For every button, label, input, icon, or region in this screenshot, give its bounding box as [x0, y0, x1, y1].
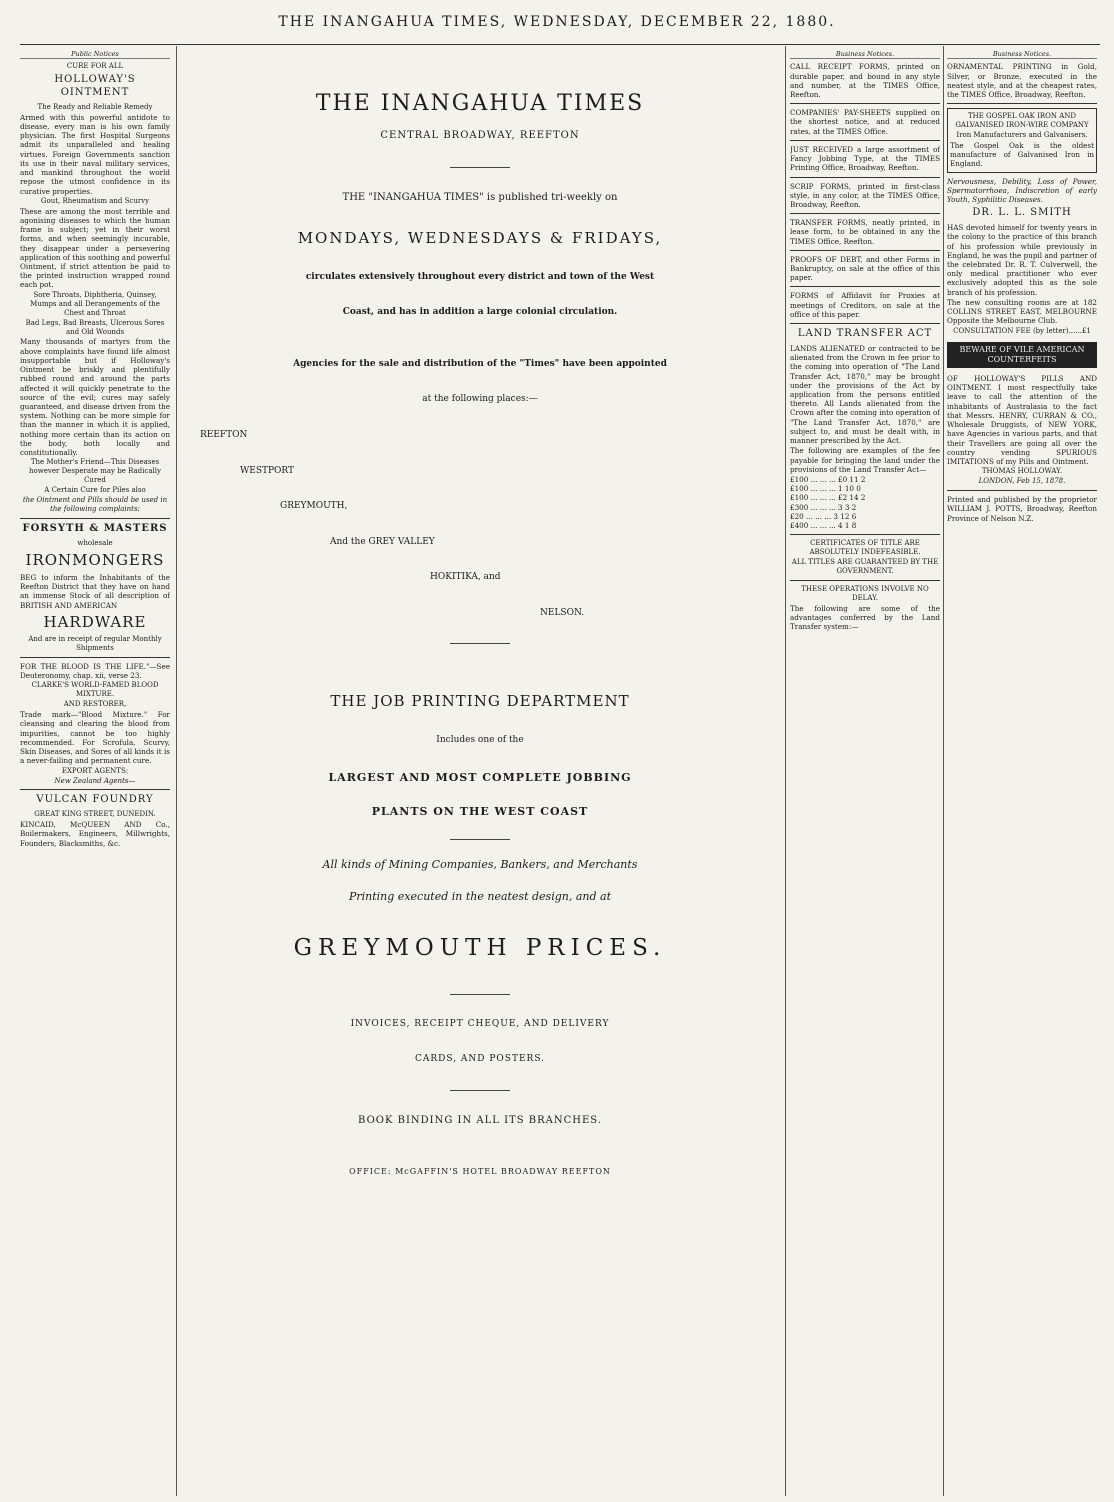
fee-row: £20 ... ... ... 3 12 6 [790, 511, 857, 521]
column-rule [943, 46, 944, 1496]
beware-banner: BEWARE OF VILE AMERICAN COUNTERFEITS [947, 342, 1097, 368]
column-header: Business Notices. [947, 50, 1097, 59]
column-business-notices-2 [947, 50, 1097, 1492]
signed-date: LONDON, Feb 15, 1878. [978, 477, 1066, 486]
clarke-subtitle: AND RESTORER, [63, 700, 127, 709]
dr-smith-title: DR. L. L. SMITH [972, 207, 1072, 219]
forsyth-title: FORSYTH & MASTERS [22, 523, 168, 535]
fee-row: £100 ... ... ... £0 11 2 [790, 474, 866, 484]
place-item: REEFTON [200, 430, 248, 440]
fees-text: The following are examples of the fee payable for bringing the land under the provisions of the Land Transfer Act— [790, 446, 940, 474]
gout-heading: Gout, Rheumatism and Scurvy [40, 196, 150, 205]
holloway-heading: CURE FOR ALL [66, 62, 124, 71]
paper-address: CENTRAL BROADWAY, REEFTON [380, 130, 580, 142]
greymouth-prices: GREYMOUTH PRICES. [293, 935, 667, 962]
dr-smith-text: HAS devoted himself for twenty years in the colony to the practice of this branch of his profession while previously in England, he was the pupil and partner of the celebrated Dr. R. T. Culverwell, the only medical practitioner who ever exclusively adopted this as the sole branch of his profession. [947, 223, 1097, 297]
mothers-heading: The Mother's Friend—This Diseases however Desperate may be Radically Cured [29, 458, 161, 485]
ad-item: FORMS of Affidavit for Proxies at meetings of Creditors, on sale at the office of this paper. [790, 291, 940, 319]
holloway-text: Armed with this powerful antidote to disease, every man is his own family physician. The first Hospital Surgeons admit its unparalleled and healing virtues. Foreign Governments sanction its use in their naval military services, and mankind throughout the world repose the utmost confidence in its curative properties. [20, 112, 170, 196]
printing-text: Printing executed in the neatest design, and at [348, 890, 611, 904]
ad-item: JUST RECEIVED a large assortment of Fancy Jobbing Type, at the TIMES Printing Office, Broadway, Reefton. [790, 144, 940, 173]
job-printing-title: THE JOB PRINTING DEPARTMENT [330, 692, 630, 711]
nz-agents-heading: New Zealand Agents— [54, 776, 136, 785]
place-item: And the GREY VALLEY [330, 536, 435, 547]
hardware-subtitle: And are in receipt of regular Monthly Shipments [28, 635, 162, 652]
gout-text: These are among the most terrible and agonising diseases to which the human frame is subject; yet in their worst forms, and when seemingly incurable, they disappear under a persevering application of this soothing and powerful Ointment, if strict attention be paid to the printed instruction wrapped round each pot. [20, 206, 170, 290]
column-newspaper-ad [180, 50, 780, 1492]
place-item: WESTPORT [240, 465, 295, 476]
kincaid-text: KINCAID, McQUEEN AND Co., Boilermakers, Engineers, Millwrights, Founders, Blacksmiths, &c. [20, 820, 170, 848]
all-kinds-text: All kinds of Mining Companies, Bankers, and Merchants [322, 857, 638, 871]
consult-text: The new consulting rooms are at 182 COLLINS STREET EAST, MELBOURNE Opposite the Melbourne Club. [947, 297, 1097, 326]
vulcan-title: VULCAN FOUNDRY [36, 794, 154, 806]
hardware-heading: HARDWARE [43, 612, 147, 631]
guaranteed-title: ALL TITLES ARE GUARANTEED BY THE GOVERNMENT. [791, 558, 939, 576]
piles-heading: A Certain Cure for Piles also [44, 486, 146, 495]
ad-item: COMPANIES' PAY-SHEETS supplied on the shortest notice, and at reduced rates, at the TIMES Office. [790, 108, 940, 136]
invoices-text: INVOICES, RECEIPT CHEQUE, AND DELIVERY [350, 1018, 610, 1029]
includes-text: Includes one of the [436, 735, 524, 746]
holloway-title: HOLLOWAY'S OINTMENT [54, 74, 136, 99]
holloway-pills-text: OF HOLLOWAY'S PILLS AND OINTMENT. I most respectfully take leave to call the attention of the inhabitants of Australasia to the fact that Messrs. HENRY, CURRAN & CO., Wholesale Druggists, of NEW YORK, have Agencies in various parts, and that their Travellers are going all over the country vending SPURIOUS IMITATIONS of my Pills and Ointment. [947, 373, 1097, 466]
column-business-notices [790, 50, 940, 1492]
land-transfer-text: LANDS ALIENATED or contracted to be alienated from the Crown in fee prior to the coming into operation of "The Land Transfer Act, 1870," may be brought under the provisions of the Act by application from the persons entitled thereto. All Lands alienated from the Crown after the coming into operation of "The Land Transfer Act, 1870," are subject to, and must be dealt with, in manner prescribed by the Act. [790, 343, 940, 446]
column-rule [785, 46, 786, 1496]
bad-legs-text: Many thousands of martyrs from the above complaints have found life almost insupportable but if Holloway's Ointment be briskly and plentifully rubbed round and around the parts affected it will quickly penetrate to the source of the evil; cures may safely guaranteed, and disease driven from the system. Nothing can be more simple for than the manner in which it is applied, nothing more certain than its action on the body, both locally and constitutionally. [20, 337, 170, 458]
ad-item: CALL RECEIPT FORMS, printed on durable paper, and bound in any style and number, at the TIMES Office, Reefton. [790, 62, 940, 99]
column-rule [176, 46, 177, 1496]
top-rule [20, 44, 1100, 45]
holloway-subtitle: The Ready and Reliable Remedy [37, 102, 153, 111]
forsyth-subtitle: wholesale [77, 538, 113, 547]
export-heading: EXPORT AGENTS: [61, 766, 129, 775]
ornamental-text: ORNAMENTAL PRINTING in Gold, Silver, or Bronze, executed in the neatest style, and at the cheapest rates, the TIMES Office, Broadway, Reefton. [947, 62, 1097, 99]
fee-row: £100 ... ... ... £2 14 2 [790, 493, 866, 503]
gospel-oak-ad [947, 108, 1097, 173]
ironmongers-heading: IRONMONGERS [25, 550, 165, 569]
cards-text: CARDS, AND POSTERS. [414, 1054, 546, 1065]
place-item: GREYMOUTH, [280, 501, 348, 512]
blood-text: FOR THE BLOOD IS THE LIFE."—See Deuteronomy, chap. xii, verse 23. [20, 661, 170, 681]
operations-title: THESE OPERATIONS INVOLVE NO DELAY. [801, 585, 929, 603]
fee-row: £300 ... ... ... 3 3 2 [790, 502, 857, 512]
plants-text: PLANTS ON THE WEST COAST [371, 804, 589, 818]
ad-item: TRANSFER FORMS, neatly printed, in lease form, to be obtained in any the TIMES Office, Reefton. [790, 218, 940, 246]
coast-text: Coast, and has in addition a large colonial circulation. [342, 307, 618, 318]
complaints-heading: the Ointment and Pills should be used in the following complaints: [22, 496, 168, 514]
paper-title: THE INANGAHUA TIMES [315, 91, 645, 116]
clarke-text: Trade mark—"Blood Mixture." For cleansing and clearing the blood from impurities, cannot be too highly recommended. For Scrofula, Scurvy, Skin Diseases, and Sores of all kinds it is a never-failing and permanent cure. [20, 710, 170, 766]
ad-item: PROOFS OF DEBT, and other Forms in Bankruptcy, on sale at the office of this paper. [790, 254, 940, 283]
signed-name: THOMAS HOLLOWAY. [981, 467, 1063, 476]
clarke-title: CLARKE'S WORLD-FAMED BLOOD MIXTURE. [31, 681, 159, 699]
gospel-text: The Gospel Oak is the oldest manufacture of Galvanised Iron in England. [950, 141, 1094, 169]
places-list [180, 430, 780, 619]
fee-row: £100 ... ... ... 1 10 0 [790, 484, 861, 494]
vulcan-subtitle: GREAT KING STREET, DUNEDIN. [34, 810, 156, 819]
forsyth-text: BEG to inform the Inhabitants of the Reefton District that they have on hand an immense Stock of all description of BRITISH AND AMERICAN [20, 572, 170, 610]
masthead: THE INANGAHUA TIMES, WEDNESDAY, DECEMBER 22, 1880. [278, 14, 836, 30]
agencies-text: Agencies for the sale and distribution of the "Times" have been appointed [293, 358, 667, 369]
gospel-subtitle: Iron Manufacturers and Galvanisers. [956, 131, 1088, 140]
fee-row: £400 ... ... ... 4 1 8 [790, 521, 857, 531]
largest-text: LARGEST AND MOST COMPLETE JOBBING [328, 770, 632, 784]
column-header: Public Notices [20, 50, 170, 59]
office-text: OFFICE: McGAFFIN'S HOTEL BROADWAY REEFTON [349, 1167, 611, 1177]
publish-days: MONDAYS, WEDNESDAYS & FRIDAYS, [297, 228, 663, 247]
place-item: NELSON. [540, 607, 585, 618]
ad-item: SCRIP FORMS, printed in first-class style, in any color, at the TIMES Office, Broadway, Reefton. [790, 181, 940, 209]
place-item: HOKITIKA, and [430, 572, 501, 583]
column-header: Business Notices. [790, 50, 940, 59]
bad-legs-heading: Bad Legs, Bad Breasts, Ulcerous Sores and Old Wounds [25, 318, 165, 336]
certificates-title: CERTIFICATES OF TITLE ARE ABSOLUTELY INDEFEASIBLE. [809, 539, 921, 557]
consultation-fee: CONSULTATION FEE (by letter)......£1 [953, 326, 1091, 335]
gospel-title: THE GOSPEL OAK IRON AND GALVANISED IRON-WIRE COMPANY [955, 112, 1089, 130]
column-public-notices [20, 50, 170, 1492]
land-transfer-title: LAND TRANSFER ACT [797, 328, 933, 340]
book-binding-text: BOOK BINDING IN ALL ITS BRANCHES. [358, 1114, 602, 1126]
operations-text: The following are some of the advantages conferred by the Land Transfer system:— [790, 604, 940, 632]
printer-imprint: Printed and published by the proprietor WILLIAM J. POTTS, Broadway, Reefton Province of Nelson N.Z. [947, 495, 1097, 523]
published-text: THE "INANGAHUA TIMES" is published tri-weekly on [342, 191, 618, 203]
nervous-text: Nervousness, Debility, Loss of Power, Spermatorrhoea, Indiscretion of early Youth, Syphilitic Diseases. [947, 176, 1097, 205]
sore-throat-heading: Sore Throats, Diphtheria, Quinsey, Mumps and all Derangements of the Chest and Throat [30, 290, 160, 317]
circulates-text: circulates extensively throughout every district and town of the West [305, 271, 655, 282]
places-intro: at the following places:— [422, 394, 538, 405]
